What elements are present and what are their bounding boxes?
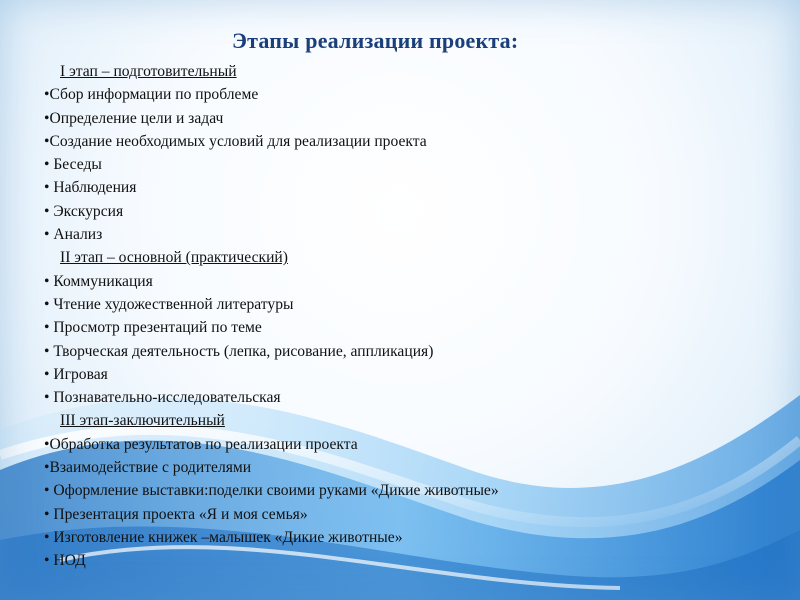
stage-heading: II этап – основной (практический) bbox=[60, 249, 288, 267]
list-item: • Познавательно-исследовательская bbox=[44, 389, 281, 407]
stage-heading: I этап – подготовительный bbox=[60, 63, 237, 80]
list-item: • Оформление выставки:поделки своими руками «Дикие животные» bbox=[44, 482, 499, 500]
list-item: • Творческая деятельность (лепка, рисование, аппликация) bbox=[44, 342, 434, 360]
list-item: •Обработка результатов по реализации проекта bbox=[44, 435, 358, 453]
slide-content bbox=[44, 28, 784, 573]
list-item: •Сбор информации по проблеме bbox=[44, 86, 259, 104]
list-item: •Взаимодействие с родителями bbox=[44, 459, 252, 477]
line-list bbox=[44, 60, 784, 573]
stage-heading: III этап-заключительный bbox=[60, 412, 225, 430]
list-item: • Просмотр презентаций по теме bbox=[44, 319, 262, 337]
list-item: • Чтение художественной литературы bbox=[44, 295, 294, 313]
list-item: • Экскурсия bbox=[44, 202, 124, 220]
list-item: •Определение цели и задач bbox=[44, 109, 224, 127]
slide-title: Этапы реализации проекта: bbox=[232, 28, 519, 53]
list-item: • Анализ bbox=[44, 226, 103, 244]
list-item: •Создание необходимых условий для реализации проекта bbox=[44, 132, 427, 150]
list-item: • Наблюдения bbox=[44, 179, 137, 197]
list-item: • НОД bbox=[44, 552, 86, 570]
list-item: • Беседы bbox=[44, 156, 102, 174]
list-item: • Изготовление книжек –малышек «Дикие животные» bbox=[44, 528, 403, 546]
list-item: • Игровая bbox=[44, 365, 108, 383]
list-item: • Коммуникация bbox=[44, 272, 153, 290]
list-item: • Презентация проекта «Я и моя семья» bbox=[44, 505, 308, 523]
